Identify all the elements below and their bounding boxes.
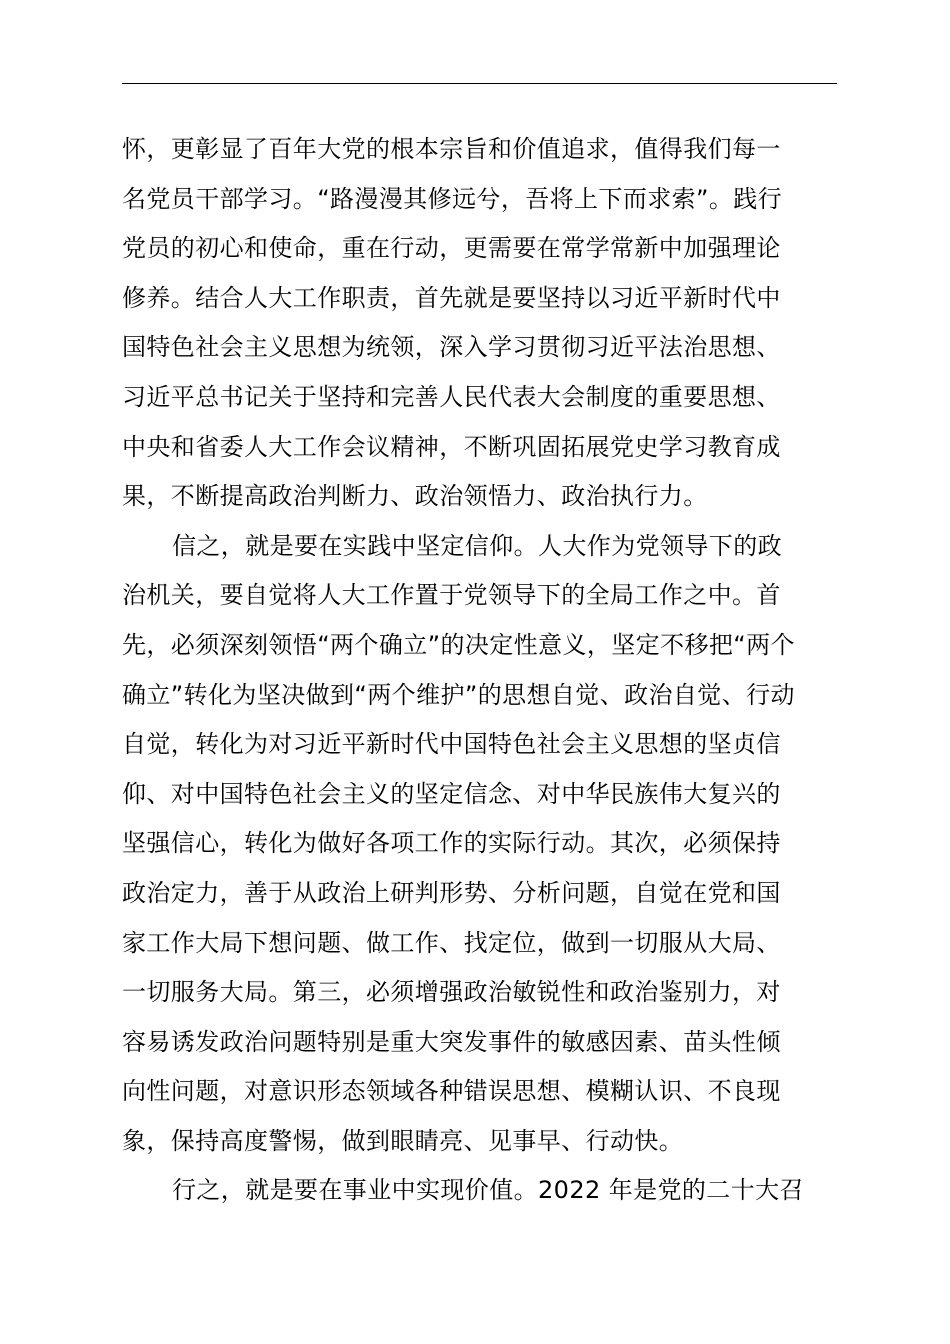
text-line: 怀，更彰显了百年大党的根本宗旨和价值追求，值得我们每一: [122, 135, 781, 163]
text-line: 自觉，转化为对习近平新时代中国特色社会主义思想的坚贞信: [122, 730, 781, 759]
text-line: 中央和省委人大工作会议精神，不断巩固拓展党史学习教育成: [122, 432, 781, 461]
text-line: 象，保持高度警惕，做到眼睛亮、见事早、行动快。: [122, 1126, 684, 1155]
body-text: [122, 125, 837, 1216]
header-rule: [122, 83, 837, 84]
text-line: 习近平总书记关于坚持和完善人民代表大会制度的重要思想、: [122, 382, 781, 411]
text-line: 名党员干部学习。“路漫漫其修远兮，吾将上下而求索”。践行: [122, 184, 783, 213]
text-line: 确立”转化为坚决做到“两个维护”的思想自觉、政治自觉、行动: [122, 680, 795, 709]
paragraph-first-line: 信之，就是要在实践中坚定信仰。人大作为党领导下的政: [172, 531, 782, 560]
text-line: 坚强信心，转化为做好各项工作的实际行动。其次，必须保持: [122, 829, 781, 858]
text-line: 政治定力，善于从政治上研判形势、分析问题，自觉在党和国: [122, 878, 781, 907]
text-line: 果，不断提高政治判断力、政治领悟力、政治执行力。: [122, 482, 708, 511]
text-line: 先，必须深刻领悟“两个确立”的决定性意义，坚定不移把“两个: [122, 630, 795, 659]
text-line: 治机关，要自觉将人大工作置于党领导下的全局工作之中。首: [122, 581, 781, 610]
text-line: 党员的初心和使命，重在行动，更需要在常学常新中加强理论: [122, 234, 781, 263]
text-line: 修养。结合人大工作职责，首先就是要坚持以习近平新时代中: [122, 283, 781, 312]
text-line: 家工作大局下想问题、做工作、找定位，做到一切服从大局、: [122, 928, 781, 957]
text-line: 国特色社会主义思想为统领，深入学习贯彻习近平法治思想、: [122, 333, 781, 362]
paragraph-first-line: 行之，就是要在事业中实现价值。2022 年是党的二十大召: [172, 1176, 804, 1205]
text-line: 容易诱发政治问题特别是重大突发事件的敏感因素、苗头性倾: [122, 1027, 781, 1056]
text-line: 仰、对中国特色社会主义的坚定信念、对中华民族伟大复兴的: [122, 779, 781, 808]
text-line: 一切服务大局。第三，必须增强政治敏锐性和政治鉴别力，对: [122, 978, 781, 1007]
text-line: 向性问题，对意识形态领域各种错误思想、模糊认识、不良现: [122, 1077, 781, 1106]
